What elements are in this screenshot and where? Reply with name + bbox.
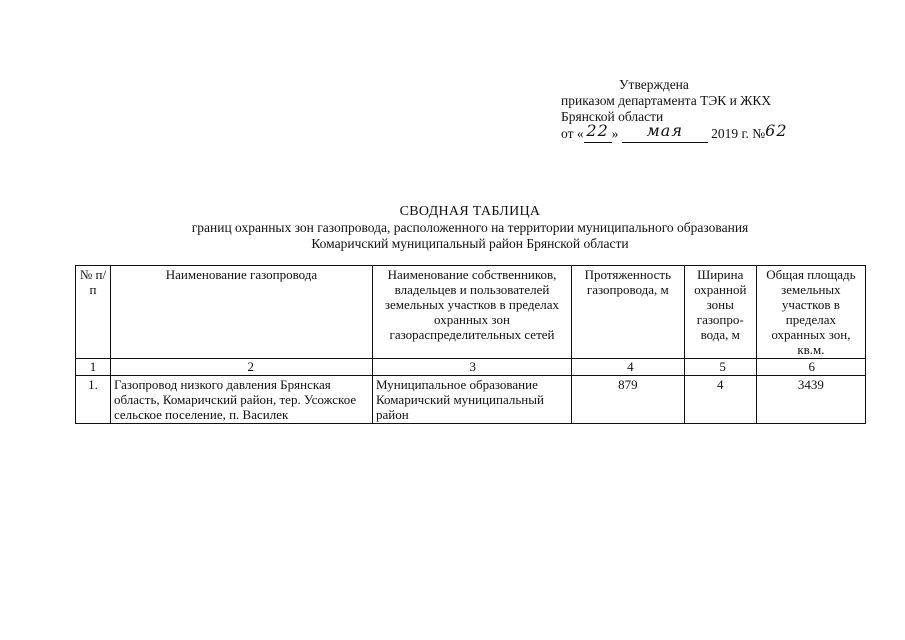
col-number-5: 5 (684, 359, 756, 376)
table-header-row (76, 266, 866, 359)
column-number-row (76, 359, 866, 376)
date-day: 22 (586, 121, 609, 140)
order-number-field (765, 121, 799, 142)
date-year: 2019 г. (711, 126, 749, 141)
header-owners: Наименование собственников, владельцев и пользователей земельных участков в пределах охранных зон газораспределительных сетей (373, 266, 572, 359)
date-prefix: от « (561, 126, 584, 141)
approval-date-line (561, 121, 881, 143)
row-num: 1. (76, 376, 111, 424)
col-number-6: 6 (756, 359, 865, 376)
date-mid: » (611, 126, 619, 141)
header-width: Ширина охранной зоны газопро-вода, м (684, 266, 756, 359)
summary-table (75, 265, 866, 424)
order-number: 62 (765, 121, 788, 140)
header-area: Общая площадь земельных участков в пределах охранных зон, кв.м. (756, 266, 865, 359)
approval-order-text: приказом департамента ТЭК и ЖКХ (561, 93, 772, 108)
col-number-1: 1 (76, 359, 111, 376)
number-sign: № (752, 126, 766, 141)
row-area: 3439 (756, 376, 865, 424)
col-number-2: 2 (110, 359, 372, 376)
header-length: Протяженность газопровода, м (571, 266, 684, 359)
approval-stamp (561, 77, 881, 143)
approval-region: Брянской области (561, 109, 664, 124)
row-length: 879 (571, 376, 684, 424)
table-row (76, 376, 866, 424)
approval-title: Утверждена (619, 77, 689, 92)
header-num: № п/п (76, 266, 111, 359)
row-pipeline: Газопровод низкого давления Брянская область, Комаричский район, тер. Усожское сельское поселение, п. Василек (110, 376, 372, 424)
date-month-field (622, 121, 708, 143)
row-width: 4 (684, 376, 756, 424)
col-number-4: 4 (571, 359, 684, 376)
header-pipeline: Наименование газопровода (110, 266, 372, 359)
col-number-3: 3 (373, 359, 572, 376)
row-owners: Муниципальное образование Комаричский муниципальный район (373, 376, 572, 424)
title-region: Комаричский муниципальный район Брянской области (311, 236, 629, 251)
date-day-field (584, 121, 612, 143)
title-subtitle: границ охранных зон газопровода, расположенного на территории муниципального образования (191, 220, 749, 235)
title-main: СВОДНАЯ ТАБЛИЦА (399, 204, 541, 219)
date-month: мая (646, 121, 683, 140)
document-title (75, 204, 865, 252)
